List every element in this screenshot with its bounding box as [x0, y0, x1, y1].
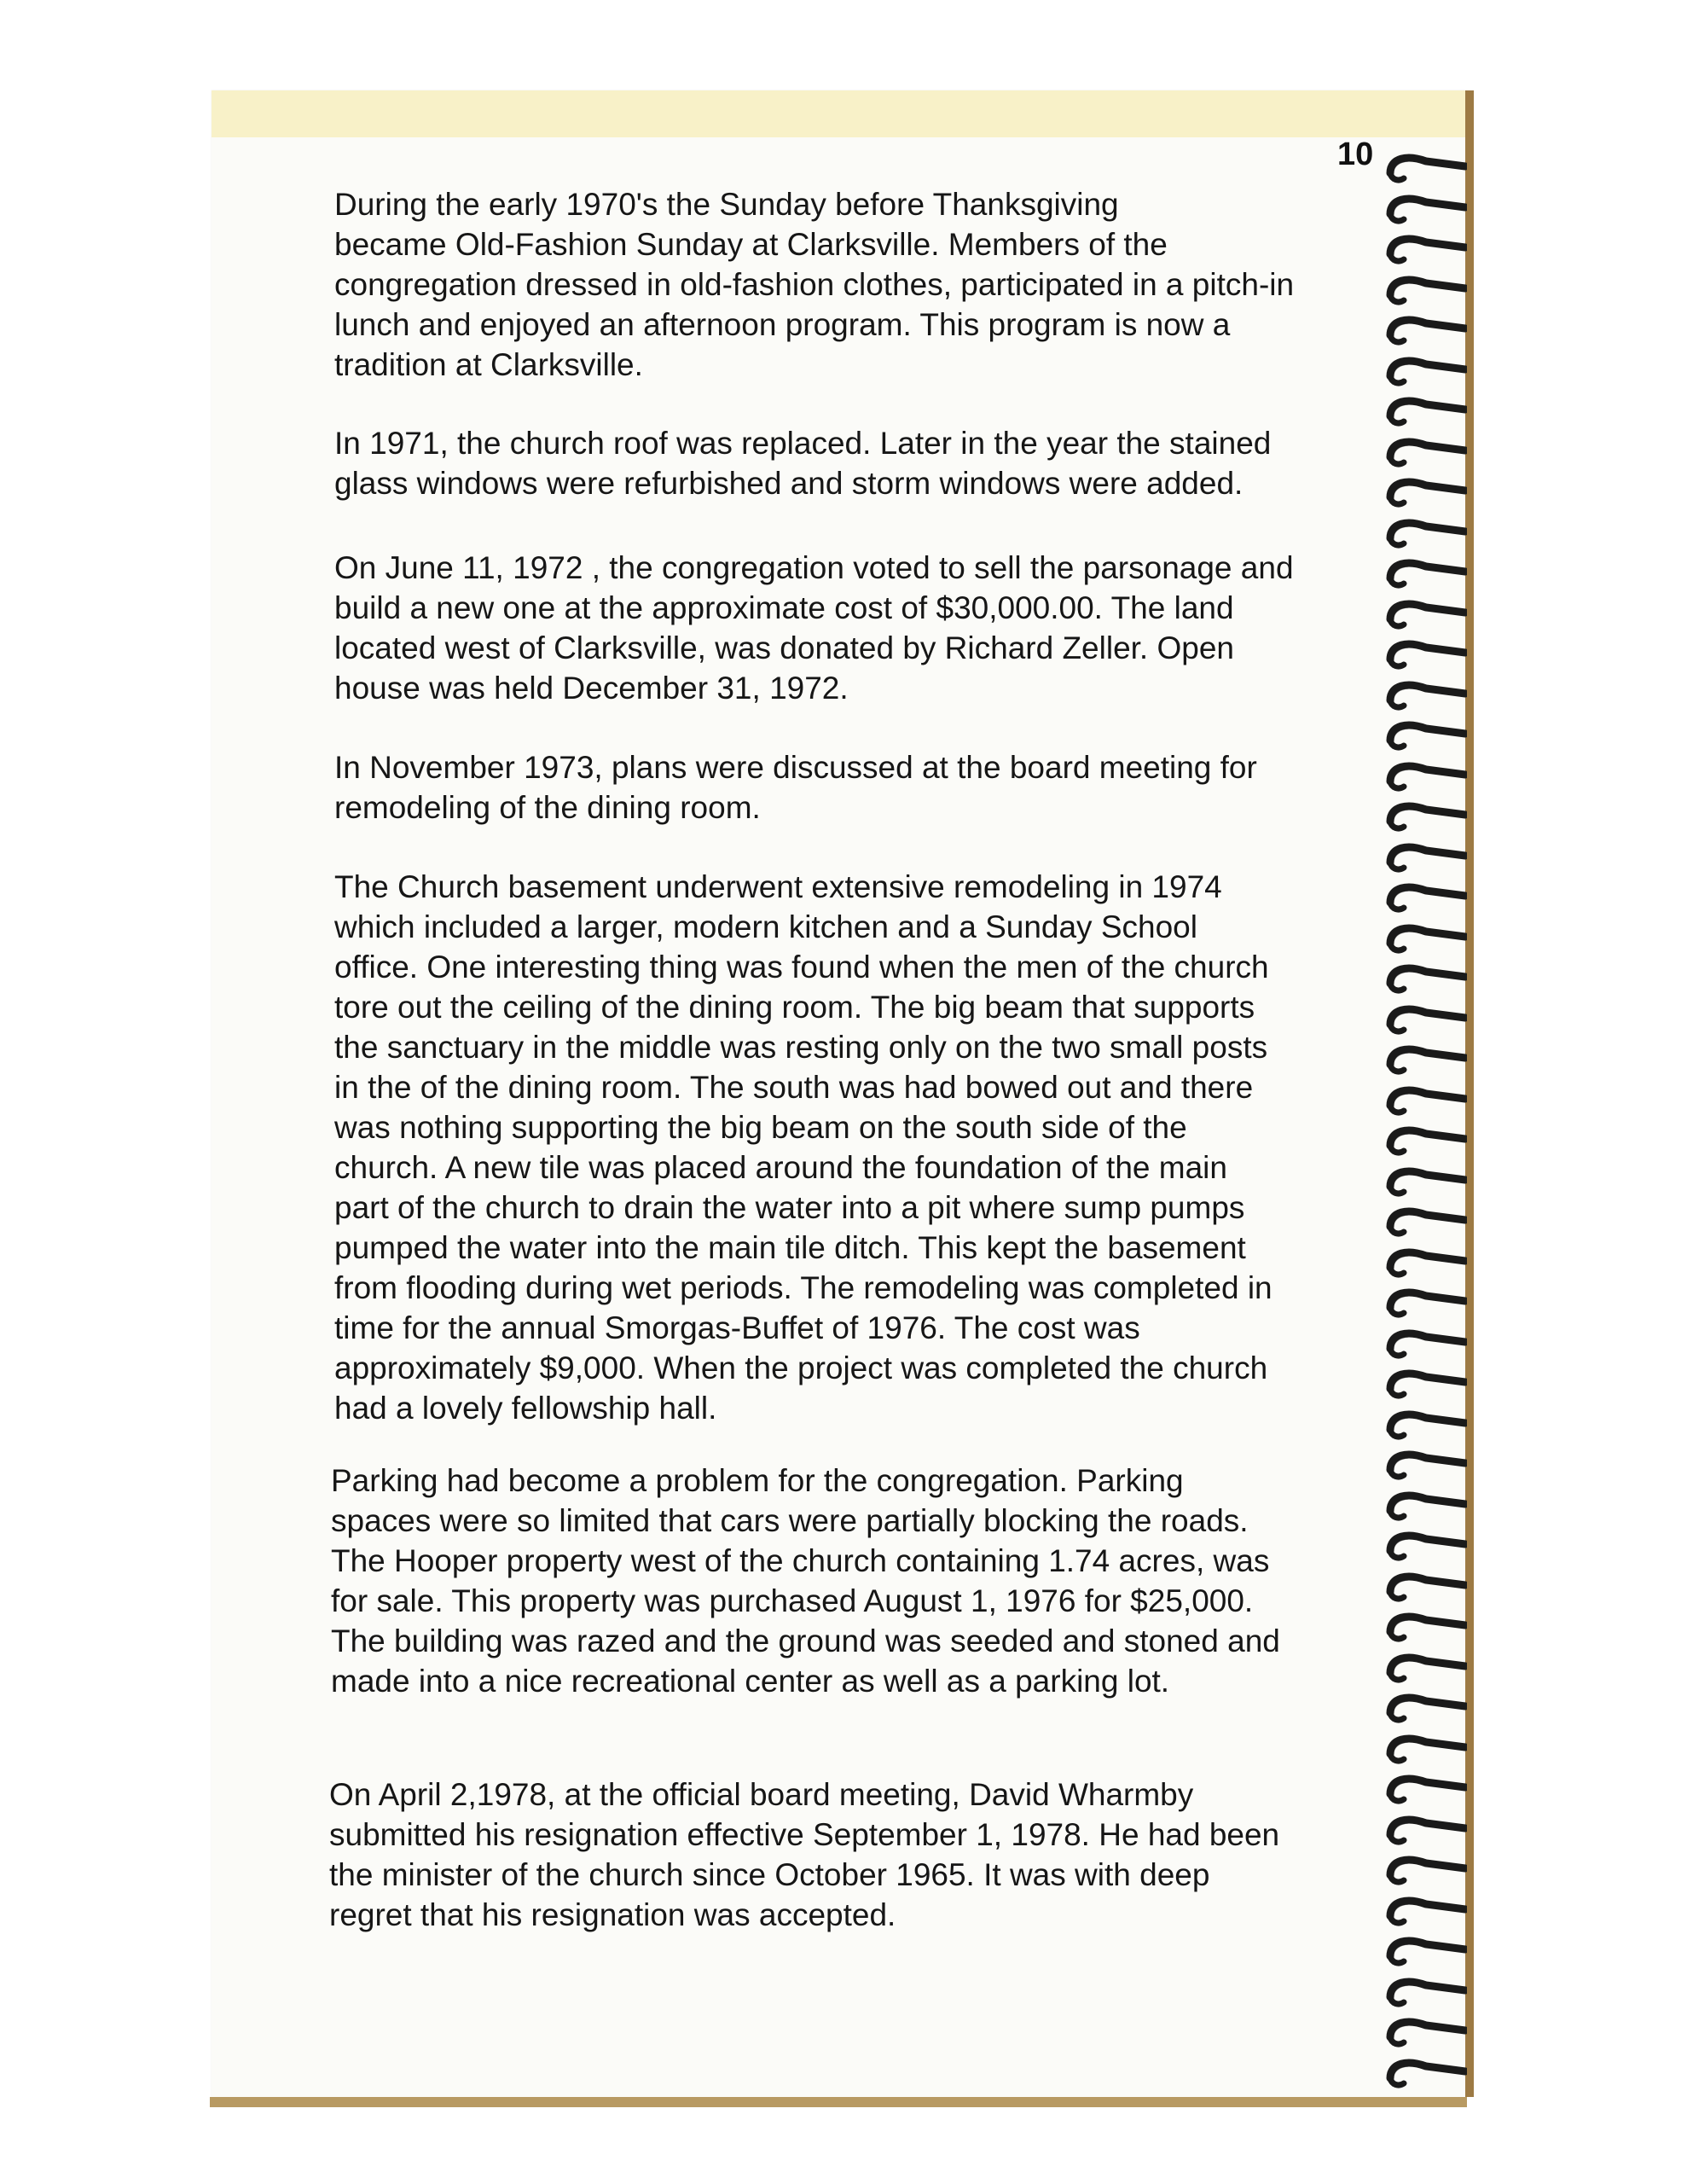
text-line: became Old-Fashion Sunday at Clarksville. Members of the	[334, 227, 1168, 262]
spiral-coil	[1382, 392, 1467, 433]
text-line: The Hooper property west of the church containing 1.74 acres, was	[331, 1543, 1270, 1578]
spiral-coil	[1382, 1568, 1467, 1609]
spiral-coil	[1382, 473, 1467, 514]
spiral-coil	[1382, 1041, 1467, 1082]
spiral-coil	[1382, 1770, 1467, 1811]
text-line: tradition at Clarksville.	[334, 347, 643, 382]
text-line: office. One interesting thing was found when the men of the church	[334, 950, 1269, 985]
spiral-coil	[1382, 1608, 1467, 1649]
page-bottom-edge	[210, 2097, 1467, 2107]
text-line: pumped the water into the main tile ditch. This kept the basement	[334, 1230, 1246, 1265]
paragraph-church-roof	[334, 423, 1392, 503]
spiral-coil	[1382, 555, 1467, 595]
text-line: part of the church to drain the water into a pit where sump pumps	[334, 1190, 1245, 1225]
spiral-binding	[1382, 149, 1475, 2094]
paragraph-parsonage	[334, 548, 1392, 708]
spiral-coil	[1382, 839, 1467, 880]
spiral-coil	[1382, 717, 1467, 758]
text-line: regret that his resignation was accepted.	[329, 1897, 896, 1932]
spiral-coil	[1382, 271, 1467, 312]
spiral-coil	[1382, 920, 1467, 961]
text-line: in the of the dining room. The south was had bowed out and there	[334, 1070, 1254, 1105]
spiral-coil	[1382, 1446, 1467, 1487]
text-line: was nothing supporting the big beam on the south side of the	[334, 1110, 1187, 1145]
spiral-coil	[1382, 1122, 1467, 1163]
spiral-coil	[1382, 433, 1467, 474]
text-line: for sale. This property was purchased August 1, 1976 for $25,000.	[331, 1583, 1254, 1618]
text-line: During the early 1970's the Sunday before Thanksgiving	[334, 187, 1119, 222]
text-line: made into a nice recreational center as well as a parking lot.	[331, 1664, 1170, 1699]
spiral-coil	[1382, 514, 1467, 555]
text-line: which included a larger, modern kitchen and a Sunday School	[334, 909, 1197, 944]
spiral-coil	[1382, 636, 1467, 677]
spiral-coil	[1382, 758, 1467, 799]
spiral-coil	[1382, 1325, 1467, 1366]
text-line: In 1971, the church roof was replaced. Later in the year the stained	[334, 426, 1272, 461]
text-line: time for the annual Smorgas-Buffet of 1976. The cost was	[334, 1310, 1140, 1345]
spiral-coil	[1382, 1851, 1467, 1892]
text-line: On April 2,1978, at the official board meeting, David Wharmby	[329, 1777, 1194, 1812]
spiral-coil	[1382, 1406, 1467, 1447]
text-line: Parking had become a problem for the congregation. Parking	[331, 1463, 1184, 1498]
page-top-band	[212, 90, 1465, 137]
spiral-coil	[1382, 1487, 1467, 1528]
paragraph-dining-room-plans	[334, 747, 1392, 828]
text-line: On June 11, 1972 , the congregation voted to sell the parsonage and	[334, 550, 1294, 585]
text-line: submitted his resignation effective September 1, 1978. He had been	[329, 1817, 1280, 1852]
text-line: build a new one at the approximate cost of $30,000.00. The land	[334, 590, 1234, 625]
spiral-coil	[1382, 1365, 1467, 1406]
spiral-coil	[1382, 311, 1467, 352]
text-line: spaces were so limited that cars were partially blocking the roads.	[331, 1503, 1249, 1538]
spiral-coil	[1382, 2054, 1467, 2095]
text-line: had a lovely fellowship hall.	[334, 1391, 717, 1426]
spiral-coil	[1382, 960, 1467, 1001]
spiral-coil	[1382, 352, 1467, 393]
spiral-coil	[1382, 1689, 1467, 1730]
spiral-coil	[1382, 190, 1467, 231]
text-line: the sanctuary in the middle was resting only on the two small posts	[334, 1030, 1268, 1065]
spiral-coil	[1382, 1973, 1467, 2014]
spiral-coil	[1382, 1527, 1467, 1568]
spiral-coil	[1382, 149, 1467, 190]
text-line: congregation dressed in old-fashion clothes, participated in a pitch-in	[334, 267, 1295, 302]
paragraph-resignation	[329, 1774, 1387, 1935]
text-line: remodeling of the dining room.	[334, 790, 761, 825]
paragraph-old-fashion-sunday	[334, 184, 1392, 385]
spiral-coil	[1382, 1932, 1467, 1973]
paragraph-basement-remodeling	[334, 867, 1392, 1428]
spiral-coil	[1382, 1649, 1467, 1690]
text-line: from flooding during wet periods. The remodeling was completed in	[334, 1270, 1272, 1305]
spiral-coil	[1382, 595, 1467, 636]
spiral-coil	[1382, 2013, 1467, 2054]
text-line: house was held December 31, 1972.	[334, 671, 849, 706]
text-line: The Church basement underwent extensive remodeling in 1974	[334, 869, 1222, 904]
text-line: The building was razed and the ground was seeded and stoned and	[331, 1623, 1280, 1658]
spiral-coil	[1382, 230, 1467, 271]
spiral-coil	[1382, 1082, 1467, 1123]
text-line: In November 1973, plans were discussed at the board meeting for	[334, 750, 1257, 785]
text-line: church. A new tile was placed around the foundation of the main	[334, 1150, 1227, 1185]
spiral-coil	[1382, 1001, 1467, 1042]
spiral-coil	[1382, 1892, 1467, 1933]
text-line: lunch and enjoyed an afternoon program. This program is now a	[334, 307, 1231, 342]
text-line: the minister of the church since October 1965. It was with deep	[329, 1857, 1210, 1892]
paragraph-parking	[331, 1461, 1388, 1701]
spiral-coil	[1382, 1203, 1467, 1244]
text-line: located west of Clarksville, was donated by Richard Zeller. Open	[334, 630, 1235, 665]
text-line: approximately $9,000. When the project was completed the church	[334, 1350, 1268, 1385]
spiral-coil	[1382, 879, 1467, 920]
spiral-coil	[1382, 1163, 1467, 1204]
spiral-coil	[1382, 1284, 1467, 1325]
spiral-coil	[1382, 1244, 1467, 1285]
text-line: tore out the ceiling of the dining room. The big beam that supports	[334, 990, 1255, 1025]
text-line: glass windows were refurbished and storm windows were added.	[334, 466, 1244, 501]
spiral-coil	[1382, 1811, 1467, 1852]
page-number: 10	[1337, 136, 1374, 172]
spiral-coil	[1382, 677, 1467, 717]
spiral-coil	[1382, 1730, 1467, 1771]
spiral-coil	[1382, 798, 1467, 839]
